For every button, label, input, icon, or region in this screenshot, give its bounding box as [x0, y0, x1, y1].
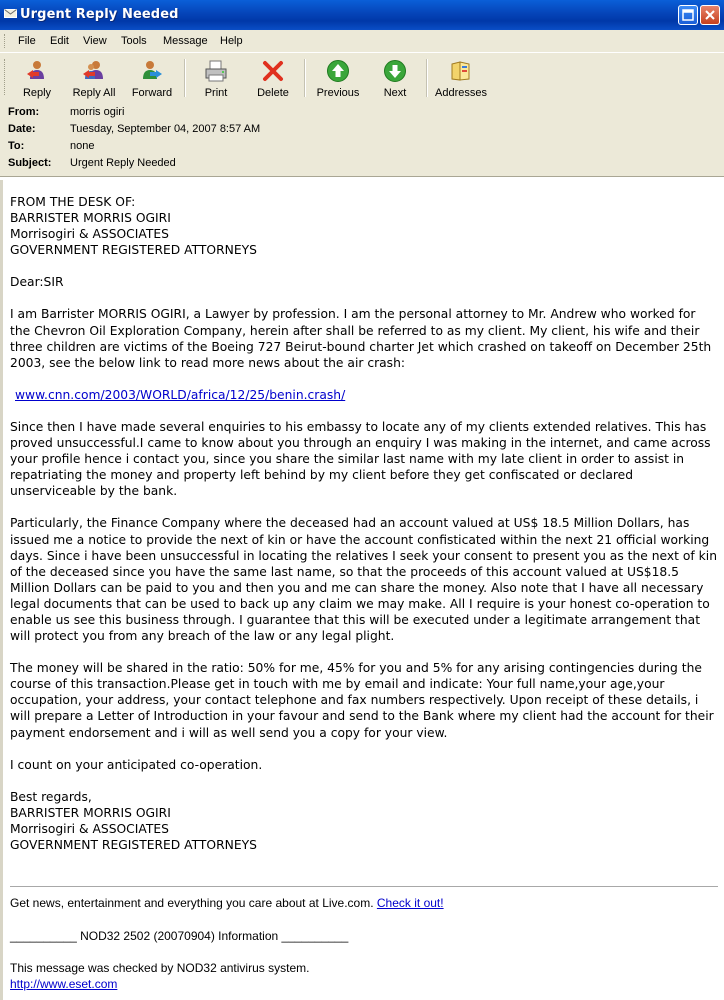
message-footer	[10, 886, 718, 991]
signature-line: GOVERNMENT REGISTERED ATTORNEYS	[10, 838, 257, 852]
signature-line: Morrisogiri & ASSOCIATES	[10, 821, 169, 836]
forward-label: Forward	[131, 87, 173, 99]
close-button[interactable]	[700, 5, 720, 25]
message-header	[0, 100, 724, 177]
menu-grip	[4, 34, 7, 48]
next-button[interactable]	[374, 57, 416, 101]
reply-all-icon	[82, 59, 106, 83]
print-label: Print	[204, 87, 228, 99]
subject-value: Urgent Reply Needed	[70, 157, 176, 169]
letterhead-line: GOVERNMENT REGISTERED ATTORNEYS	[10, 243, 257, 258]
delete-label: Delete	[257, 87, 289, 99]
toolbar-separator	[304, 59, 306, 97]
signature-line: Best regards,	[10, 789, 92, 804]
print-button[interactable]	[196, 57, 236, 101]
date-label: Date:	[8, 123, 36, 135]
to-row	[0, 140, 724, 156]
toolbar-grip	[4, 59, 7, 95]
envelope-icon	[4, 8, 17, 19]
antivirus-check-line: This message was checked by NOD32 antivirus system.	[10, 961, 310, 975]
maximize-icon	[681, 8, 695, 22]
date-row	[0, 123, 724, 139]
greeting: Dear:SIR	[10, 275, 64, 290]
to-label: To:	[8, 140, 25, 152]
reply-icon	[25, 59, 49, 83]
paragraph: Since then I have made several enquiries to his embassy to locate any of my clients extended relatives. This has proved unsuccessful.I came to know about you through an enquiry I was making in the internet, and came across your profile hence i contact you, since you share the similar last name with my late client in order to assist in repatriating the money and property left behind by my client before they get confiscated or declared unserviceable by the bank.	[10, 419, 711, 499]
menu-view[interactable]: View	[83, 35, 107, 47]
from-label: From:	[8, 106, 40, 118]
message-text	[10, 194, 718, 853]
paragraph: Particularly, the Finance Company where the deceased had an account valued at US$ 18.5 Million Dollars, has issued me a notice to provide the next of kin or have the account confisticated within the next 21 official working days. Since i have been unsuccessful in locating the relatives I seek your consent to present you as the next of kin of the deceased since you have the same last name, so that the proceeds of this account valued at US$18.5 Million Dollars can be paid to you and then you and me can share the money. Also note that I have all necessary legal documents that can be used to back up any claim we may make. All I require is your honest co-operation to enable us see this business through. I guarantee that this will be executed under a legitimate arrangement that will protect you from any breach of the law or any legal plight.	[10, 516, 717, 644]
promo-link[interactable]: Check it out!	[376, 896, 444, 910]
arrow-up-icon	[326, 59, 350, 83]
eset-link-line	[10, 977, 117, 991]
paragraph: I am Barrister MORRIS OGIRI, a Lawyer by profession. I am the personal attorney to Mr. Andrew who worked for the Chevron Oil Exploration Company, herein after shall be referred to as my client. My client, his wife and their three children are victims of the Boeing 727 Beirut-bound charter Jet which crashed on takeoff on December 25th 2003, see the below link to read more news about the air crash:	[10, 307, 712, 370]
cnn-link[interactable]: www.cnn.com/2003/WORLD/africa/12/25/benin.crash/	[15, 387, 346, 402]
paragraph: I count on your anticipated co-operation.	[10, 757, 263, 772]
link-paragraph	[10, 387, 718, 403]
reply-label: Reply	[22, 87, 52, 99]
message-body[interactable]	[0, 180, 724, 1000]
address-book-icon	[449, 59, 473, 83]
reply-all-label: Reply All	[72, 87, 116, 99]
menu-bar	[0, 30, 724, 52]
from-row	[0, 106, 724, 122]
letterhead	[10, 194, 718, 258]
menu-file[interactable]: File	[18, 35, 36, 47]
forward-icon	[140, 59, 164, 83]
nod32-info-line: __________ NOD32 2502 (20070904) Information __________	[10, 929, 349, 943]
addresses-label: Addresses	[435, 87, 487, 99]
addresses-button[interactable]	[434, 57, 488, 101]
delete-button[interactable]	[252, 57, 294, 101]
signature	[10, 789, 718, 853]
from-value: morris ogiri	[70, 106, 125, 118]
reply-all-button[interactable]	[68, 57, 120, 101]
window-title: Urgent Reply Needed	[20, 7, 179, 22]
toolbar-separator	[184, 59, 186, 97]
menu-edit[interactable]: Edit	[50, 35, 69, 47]
signature-line: BARRISTER MORRIS OGIRI	[10, 805, 171, 820]
date-value: Tuesday, September 04, 2007 8:57 AM	[70, 123, 261, 135]
promo-text: Get news, entertainment and everything you care about at Live.com.	[10, 896, 374, 910]
eset-link[interactable]: http://www.eset.com	[10, 977, 118, 991]
previous-button[interactable]	[314, 57, 362, 101]
paragraph: The money will be shared in the ratio: 50% for me, 45% for you and 5% for any arising contingencies during the course of this transaction.Please get in touch with me by email and indicate: Your full name,your age,your occupation, your address, your contact telephone and fax numbers respectively. Upon receipt of these details, i will prepare a Letter of Introduction in your favour and send to the Bank where my client had the account for their payment endorsement and i will as well send you a copy for your view.	[10, 661, 714, 740]
title-bar[interactable]	[0, 0, 724, 30]
reply-button[interactable]	[14, 57, 60, 101]
menu-message[interactable]: Message	[163, 35, 208, 47]
next-label: Next	[383, 87, 407, 99]
menu-tools[interactable]: Tools	[121, 35, 147, 47]
letterhead-line: Morrisogiri & ASSOCIATES	[10, 227, 169, 242]
subject-row	[0, 157, 724, 173]
promo-line	[10, 896, 444, 910]
letterhead-line: BARRISTER MORRIS OGIRI	[10, 211, 171, 226]
toolbar	[0, 52, 724, 101]
delete-x-icon	[261, 59, 285, 83]
subject-label: Subject:	[8, 157, 52, 169]
forward-button[interactable]	[126, 57, 178, 101]
printer-icon	[204, 59, 228, 83]
close-icon	[703, 8, 717, 22]
to-value: none	[70, 140, 95, 152]
previous-label: Previous	[316, 87, 360, 99]
menu-help[interactable]: Help	[220, 35, 243, 47]
arrow-down-icon	[383, 59, 407, 83]
toolbar-separator	[426, 59, 428, 97]
footer-divider	[10, 886, 718, 887]
letterhead-line: FROM THE DESK OF:	[10, 195, 136, 209]
maximize-button[interactable]	[678, 5, 698, 25]
